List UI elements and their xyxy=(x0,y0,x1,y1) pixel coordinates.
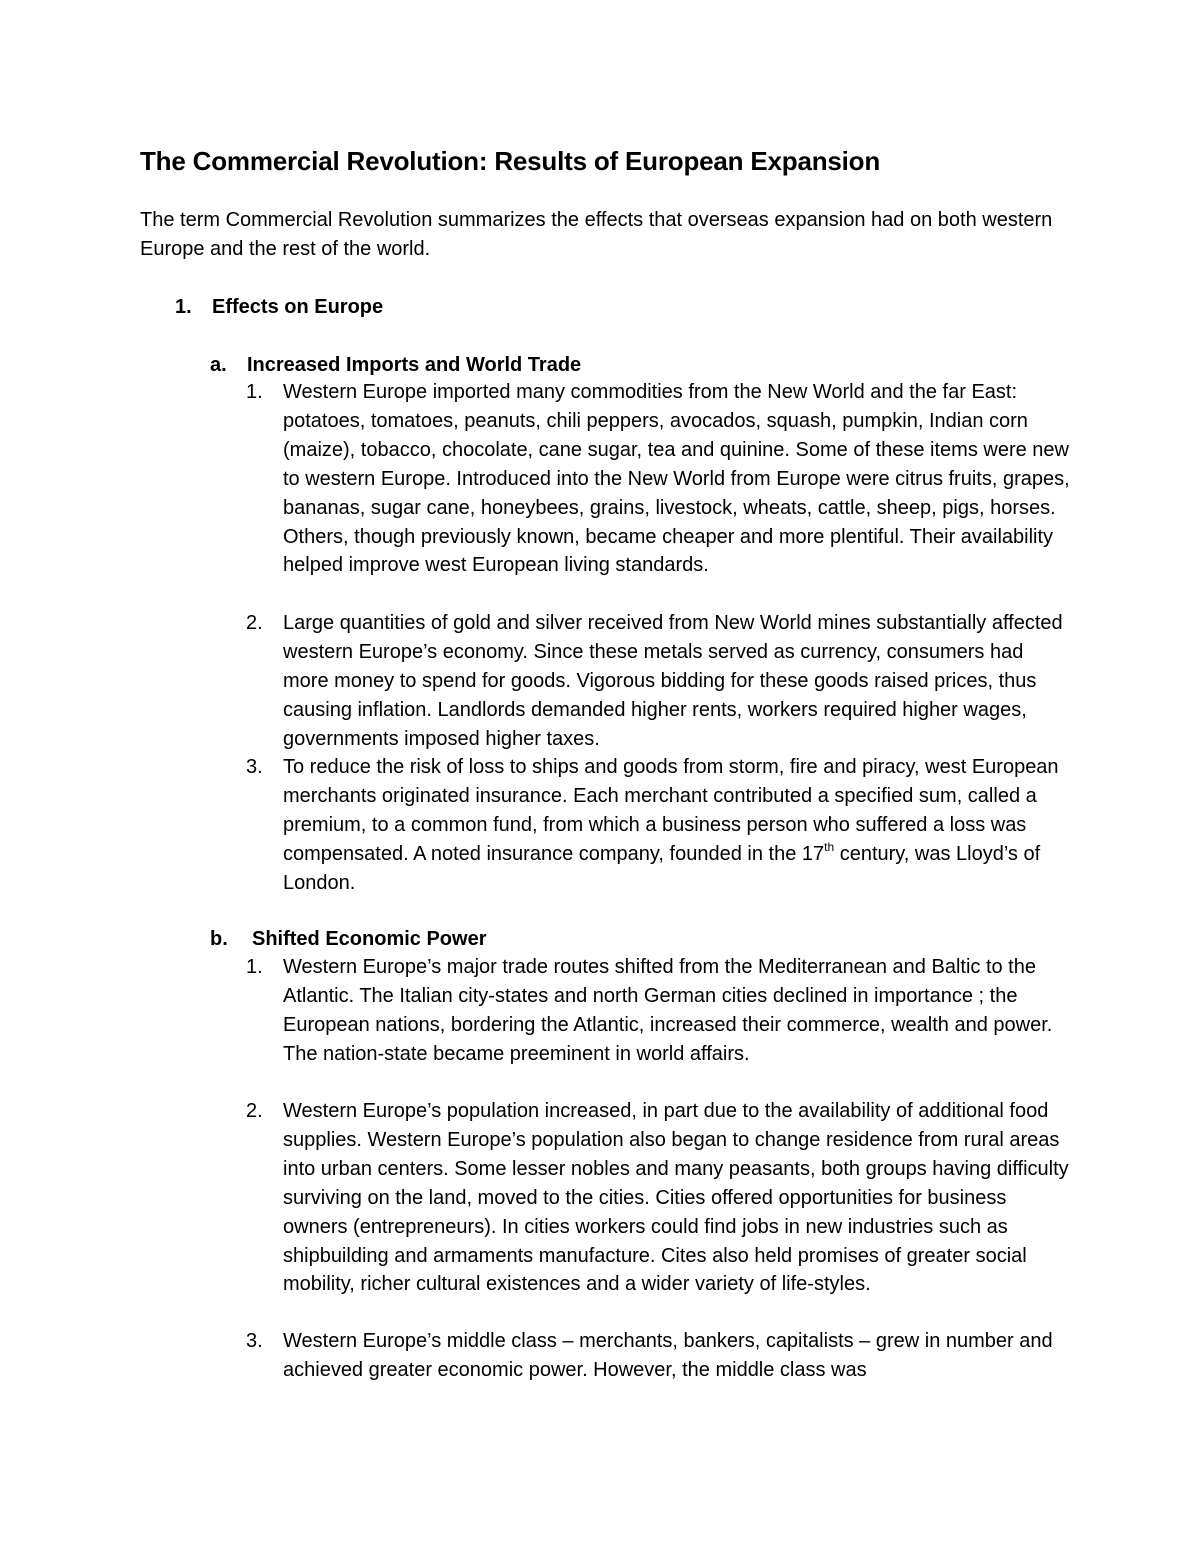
list-item-text: Western Europe imported many commodities from the New World and the far East: potatoes, tomatoes, peanuts, chili peppers, avocados, squash, pumpkin, Indian corn (maize), tobacco, chocolate, cane sugar, tea and quinine. Some of these items were new to western Europe. Introduced into the New World from Europe were citrus fruits, grapes, bananas, sugar cane, honeybees, grains, livestock, wheats, cattle, sheep, pigs, horses. Others, though previously known, became cheaper and more plentiful. Their availability helped improve west European living standards. xyxy=(283,381,1070,577)
list-item-number: 3. xyxy=(246,1330,263,1352)
list-item-text: Western Europe’s middle class – merchants, bankers, capitalists – grew in number and achieved greater economic power. However, the middle class was xyxy=(283,1330,1053,1381)
page-title: The Commercial Revolution: Results of European Expansion xyxy=(140,146,881,176)
list-item-text-part: To reduce the risk of loss to ships and goods from storm, fire and piracy, west European merchants originated insurance. Each merchant contributed a specified sum, called a premium, to a common fund, from which a business person who suffered a loss was compensated. A noted insurance company, founded in the 17 xyxy=(283,756,1059,865)
subsection-letter: a. xyxy=(210,354,227,376)
list-item-number: 3. xyxy=(246,756,263,778)
section-title: Effects on Europe xyxy=(212,296,384,318)
subsection-title: Shifted Economic Power xyxy=(252,928,487,950)
list-item-number: 1. xyxy=(246,956,263,978)
list-item-text: Western Europe’s population increased, in part due to the availability of additional food supplies. Western Europe’s population also began to change residence from rural areas into urban centers. Some lesser nobles and many peasants, both groups having difficulty surviving on the land, moved to the cities. Cities offered opportunities for business owners (entrepreneurs). In cities workers could find jobs in new industries such as shipbuilding and armaments manufacture. Cites also held promises of greater social mobility, richer cultural existences and a wider variety of life-styles. xyxy=(283,1100,1069,1296)
subsection-title: Increased Imports and World Trade xyxy=(247,354,582,376)
list-item-text xyxy=(283,753,1073,898)
section-number: 1. xyxy=(175,296,192,318)
list-item-text: Western Europe’s major trade routes shifted from the Mediterranean and Baltic to the Atlantic. The Italian city-states and north German cities declined in importance ; the European nations, bordering the Atlantic, increased their commerce, wealth and power. The nation-state became preeminent in world affairs. xyxy=(283,956,1053,1065)
subsection-letter: b. xyxy=(210,928,228,950)
list-item-number: 2. xyxy=(246,1100,263,1122)
list-item-number: 1. xyxy=(246,381,263,403)
superscript: th xyxy=(824,840,835,855)
list-item-text-part: century, was Lloyd’s of London. xyxy=(283,842,1041,894)
list-item-text: Large quantities of gold and silver received from New World mines substantially affected western Europe’s economy. Since these metals served as currency, consumers had more money to spend for goods. Vigorous bidding for these goods raised prices, thus causing inflation. Landlords demanded higher rents, workers required higher wages, governments imposed higher taxes. xyxy=(283,612,1063,750)
list-item-number: 2. xyxy=(246,612,263,634)
intro-paragraph: The term Commercial Revolution summarizes the effects that overseas expansion had on both western Europe and the rest of the world. xyxy=(140,209,1053,260)
